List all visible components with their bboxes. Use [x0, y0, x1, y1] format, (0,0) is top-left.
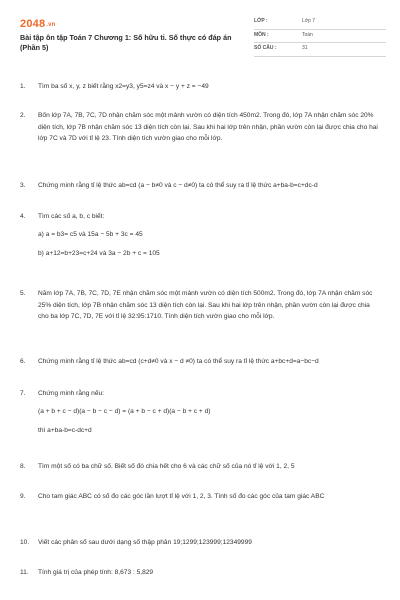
question-number: 10. — [20, 539, 30, 546]
site-logo[interactable] — [20, 18, 56, 30]
document-title: Bài tập ôn tập Toán 7 Chương 1: Số hữu tỉ. Số thực có đáp án (Phần 5) — [20, 33, 232, 52]
question-number: 8. — [20, 463, 26, 470]
question-number: 11. — [20, 569, 29, 576]
question-text: Viết các phân số sau dưới dạng số thập phân 19;1299;123999;12349999 — [38, 539, 252, 546]
question-number: 7. — [20, 390, 26, 397]
meta-value: 31 — [302, 45, 308, 51]
meta-value: Lớp 7 — [302, 18, 316, 24]
question-number: 1. — [20, 83, 26, 90]
meta-value: Toán — [302, 31, 313, 38]
question-item — [20, 491, 380, 503]
meta-label: LỚP : — [254, 18, 268, 24]
question-text: Tìm một số có ba chữ số. Biết số đó chia hết cho 6 và các chữ số của nó tỉ lệ với 1, 2, 5 — [38, 463, 295, 470]
sub-question: thì a+ba-b=c-dc+d — [38, 427, 92, 434]
meta-row-class — [254, 16, 386, 30]
question-text: Tìm các số a, b, c biết: — [38, 213, 105, 220]
meta-row-subject — [254, 30, 386, 44]
question-number: 9. — [20, 493, 26, 500]
sub-question: (a + b + c − d)(a − b − c − d) = (a + b − c + d)(a − b + c + d) — [38, 407, 211, 415]
question-item — [20, 81, 380, 93]
sub-question: b) a+12=b+23=c+24 và 3a − 2b + c = 105 — [38, 250, 160, 257]
document-meta — [254, 16, 386, 57]
question-number: 3. — [20, 182, 26, 189]
sub-question: a) a = b3= c5 và 15a − 5b + 3c = 45 — [38, 230, 143, 238]
question-text: Chứng minh rằng tỉ lệ thức ab=cd (c+d≠0 và x − d ≠0) ta có thể suy ra tỉ lệ thức a+bc+d=a−bc−d — [38, 358, 319, 365]
question-item — [20, 388, 380, 437]
question-text: Tìm ba số x, y, z biết rằng x2=y3, y5=z4 và x − y + z = −49 — [38, 83, 209, 90]
meta-row-count — [254, 43, 386, 57]
question-item — [20, 461, 380, 473]
question-text: Tính giá trị của phép tính: 8,673 : 5,829 — [38, 569, 154, 576]
header — [20, 12, 385, 62]
meta-label: MÔN : — [254, 31, 269, 38]
question-item — [20, 288, 380, 323]
question-item — [20, 356, 380, 368]
logo-tld: .vn — [46, 22, 56, 28]
question-text: Năm lớp 7A, 7B, 7C, 7D, 7E nhận chăm sóc một mảnh vườn có diện tích 500m2. Trong đó, lớp 7A nhận chăm sóc 25% diện tích, lớp 7B nhận chăm sóc 13 diện tích còn lại. Sau khi hai lớp trên nhận, phần vườn còn lại được chia cho ba lớp 7C, 7D, 7E với tỉ lệ 32:95:1710. Tính diện tích vườn giao cho mỗi lớp. — [38, 290, 373, 320]
question-text: Chứng minh rằng tỉ lệ thức ab=cd (a − b≠0 và c − d≠0) ta có thể suy ra tỉ lệ thức a+ba-b=c+dc-d — [38, 182, 318, 189]
meta-label: SỐ CÂU : — [254, 45, 277, 51]
logo-main: 2048 — [20, 18, 46, 30]
question-item — [20, 567, 380, 579]
question-number: 4. — [20, 213, 26, 220]
question-text: Cho tam giác ABC có số đo các góc lần lượt tỉ lệ với 1, 2, 3. Tính số đo các góc của tam giác ABC — [38, 493, 325, 500]
question-item — [20, 110, 380, 145]
question-item — [20, 537, 380, 549]
question-number: 6. — [20, 358, 26, 365]
question-item — [20, 180, 380, 192]
question-text: Bốn lớp 7A, 7B, 7C, 7D nhận chăm sóc một mảnh vườn có diện tích 450m2. Trong đó, lớp 7A nhận chăm sóc 20% diện tích, lớp 7B nhận chăm sóc 13 diện tích còn lại. Sau khi hai lớp trên nhận, phần vườn còn lại được chia cho hai lớp 7C và 7D với tỉ lệ 23. Tính diện tích vườn giao cho mỗi lớp. — [38, 112, 378, 142]
question-number: 2. — [20, 112, 26, 119]
question-item — [20, 211, 380, 260]
question-number: 5. — [20, 290, 26, 297]
question-text: Chứng minh rằng nếu: — [38, 390, 104, 397]
